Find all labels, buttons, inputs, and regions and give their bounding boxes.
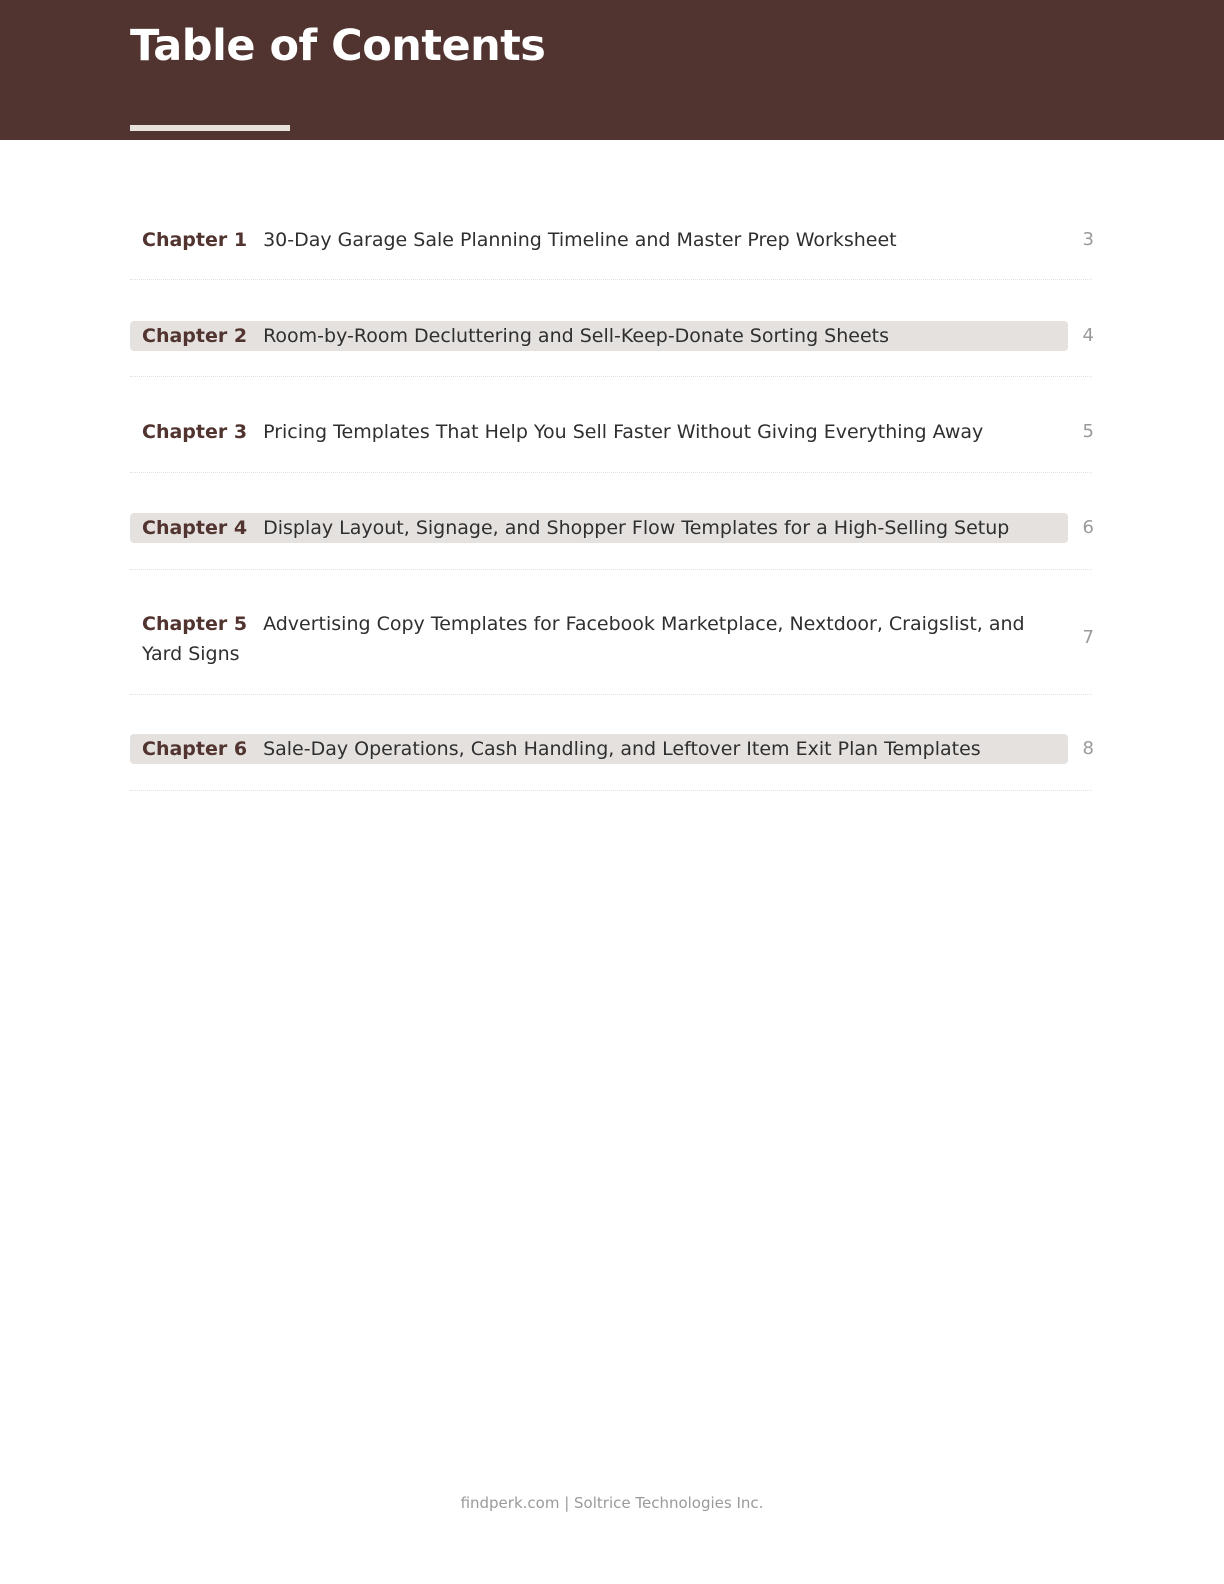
toc-entry-text [130,609,1068,669]
toc-entry-6[interactable] [130,734,1094,791]
toc-entry-text [130,734,1068,764]
toc-entry-text [130,321,1068,351]
chapter-title: Display Layout, Signage, and Shopper Flow Templates for a High-Selling Setup [263,517,1010,539]
chapter-label: Chapter 5 [142,613,248,635]
chapter-title: 30-Day Garage Sale Planning Timeline and Master Prep Worksheet [263,229,897,251]
chapter-label: Chapter 2 [142,325,248,347]
chapter-label: Chapter 6 [142,738,248,760]
chapter-label: Chapter 4 [142,517,248,539]
chapter-label: Chapter 1 [142,229,248,251]
page-number: 6 [1082,517,1094,538]
page-number: 5 [1082,421,1094,442]
toc-entry-text [130,225,1068,255]
chapter-label: Chapter 3 [142,421,248,443]
page-number: 4 [1082,325,1094,346]
dotted-divider [130,569,1092,570]
dotted-divider [130,279,1092,280]
toc-entry-3[interactable] [130,417,1094,473]
toc-entry-4[interactable] [130,513,1094,570]
dotted-divider [130,376,1092,377]
chapter-title: Advertising Copy Templates for Facebook Marketplace, Nextdoor, Craigslist, and Yard Signs [142,613,1025,665]
toc-entry-1[interactable] [130,225,1094,280]
dotted-divider [130,790,1092,791]
dotted-divider [130,694,1092,695]
toc-entry-text [130,513,1068,543]
chapter-title: Room-by-Room Decluttering and Sell-Keep-Donate Sorting Sheets [263,325,889,347]
title-underline [130,125,290,131]
chapter-title: Pricing Templates That Help You Sell Faster Without Giving Everything Away [263,421,984,443]
page-title: Table of Contents [130,21,546,71]
page-number: 3 [1082,229,1094,250]
dotted-divider [130,472,1092,473]
toc-entry-2[interactable] [130,321,1094,377]
chapter-title: Sale-Day Operations, Cash Handling, and Leftover Item Exit Plan Templates [263,738,981,760]
toc-entry-5[interactable] [130,609,1094,695]
page-number: 8 [1082,738,1094,759]
page-header [0,0,1224,140]
page-footer: findperk.com | Soltrice Technologies Inc. [460,1494,764,1512]
page-number: 7 [1082,627,1094,648]
toc-entry-text [130,417,1068,447]
